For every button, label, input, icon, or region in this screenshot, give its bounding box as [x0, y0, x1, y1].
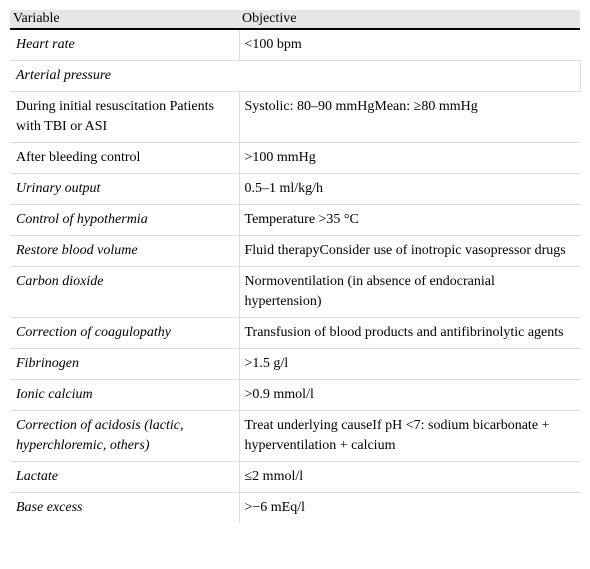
variable-cell: Correction of coagulopathy	[10, 318, 239, 349]
table-body	[10, 29, 580, 523]
header-objective: Objective	[239, 10, 580, 29]
objective-cell: >0.9 mmol/l	[239, 380, 580, 411]
header-row	[10, 10, 580, 29]
table-row	[10, 236, 580, 267]
variable-cell: Control of hypothermia	[10, 205, 239, 236]
objective-cell: Temperature >35 °C	[239, 205, 580, 236]
objective-cell: >−6 mEq/l	[244, 500, 306, 515]
table-row	[10, 92, 580, 143]
objective-cell: Transfusion of blood products and antifibrinolytic agents	[239, 318, 580, 349]
objectives-table-container	[10, 10, 580, 523]
table-row	[10, 267, 580, 318]
objective-cell: Treat underlying causeIf pH <7: sodium bicarbonate + hyperventilation + calcium	[239, 411, 580, 462]
variable-cell: Fibrinogen	[10, 349, 239, 380]
objective-cell: 0.5–1 ml/kg/h	[239, 174, 580, 205]
table-row	[10, 61, 580, 92]
table-row	[10, 349, 580, 380]
table-row	[10, 318, 580, 349]
objectives-table	[10, 10, 581, 523]
table-row	[10, 29, 580, 61]
variable-cell: Carbon dioxide	[10, 267, 239, 318]
variable-cell: Urinary output	[10, 174, 239, 205]
variable-cell: Lactate	[10, 462, 239, 493]
table-row	[10, 205, 580, 236]
objective-cell: Normoventilation (in absence of endocranial hypertension)	[239, 267, 580, 318]
variable-cell: Heart rate	[10, 29, 239, 61]
variable-cell: During initial resuscitation Patients with TBI or ASI	[10, 92, 239, 143]
objective-cell: <100 bpm	[239, 29, 580, 61]
table-row	[10, 493, 580, 524]
table-row	[10, 411, 580, 462]
variable-cell: After bleeding control	[10, 143, 239, 174]
variable-cell: Correction of acidosis (lactic, hyperchloremic, others)	[10, 411, 239, 462]
objective-cell: ≤2 mmol/l	[239, 462, 580, 493]
table-row	[10, 380, 580, 411]
objective-cell: Fluid therapyConsider use of inotropic vasopressor drugs	[239, 236, 580, 267]
variable-cell: Ionic calcium	[10, 380, 239, 411]
objective-cell: >100 mmHg	[239, 143, 580, 174]
header-variable: Variable	[10, 10, 239, 29]
table-row	[10, 174, 580, 205]
variable-cell: Arterial pressure	[10, 61, 580, 92]
variable-cell: Restore blood volume	[10, 236, 239, 267]
table-row	[10, 143, 580, 174]
table-row	[10, 462, 580, 493]
variable-cell: Base excess	[10, 493, 239, 524]
objective-cell: Systolic: 80–90 mmHgMean: ≥80 mmHg	[239, 92, 580, 143]
table-header	[10, 10, 580, 29]
objective-cell: >1.5 g/l	[239, 349, 580, 380]
